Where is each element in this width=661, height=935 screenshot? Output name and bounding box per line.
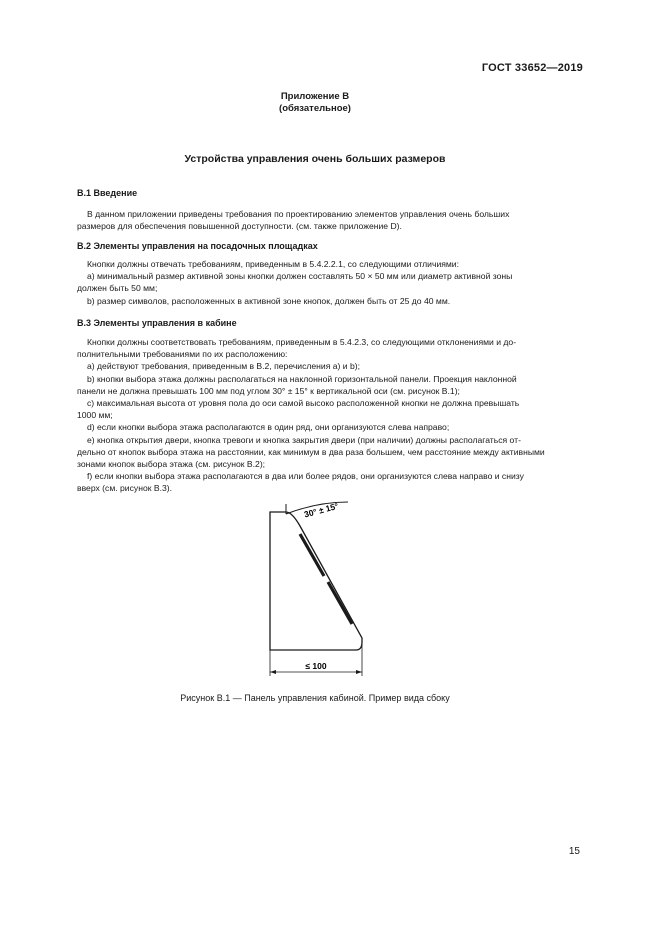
button-row-lower [328,582,352,624]
text-line: а) минимальный размер активной зоны кнопки должен составлять 50 × 50 мм или диаметр активной зоны [87,271,513,282]
text-line: зонами кнопок выбора этажа (см. рисунок В.2); [77,459,266,470]
text-line: В данном приложении приведены требования по проектированию элементов управления очень больших [87,209,510,219]
button-row-upper [300,534,324,576]
section-b3-heading: В.3 Элементы управления в кабине [77,318,237,328]
text-line: f) если кнопки выбора этажа располагаются в два или более рядов, они организуются слева направо и снизу [87,471,524,482]
text-line: e) кнопка открытия двери, кнопка тревоги и кнопка закрытия двери (при наличии) должны располагаться от- [87,434,521,445]
text-line: Кнопки должны отвечать требованиям, приведенным в 5.4.2.2.1, со следующими отличиями: [87,259,459,269]
text-line: b) кнопки выбора этажа должны располагаться на наклонной горизонтальной панели. Проекция наклонной [87,373,517,384]
text-line: должен быть 50 мм; [77,283,158,294]
text-line: c) максимальная высота от уровня пола до оси самой высоко расположенной кнопки не должна превышать [87,398,520,409]
section-b3-text [77,336,583,495]
section-b1-text [77,208,583,232]
text-line: дельно от кнопок выбора этажа на расстоянии, как минимум в два раза большем, чем расстояние между активными [77,446,545,457]
figure-caption: Рисунок В.1 — Панель управления кабиной. Пример вида сбоку [180,693,450,703]
dimension-arrow-left [270,670,276,674]
panel-outline [270,512,362,650]
angle-label: 30° ± 15° [302,500,340,520]
dimension-arrow-right [356,670,362,674]
section-b2-heading: В.2 Элементы управления на посадочных площадках [77,241,318,251]
document-code: ГОСТ 33652—2019 [481,62,583,74]
text-line: а) действуют требования, приведенным в В.2, перечисления а) и b); [87,361,361,372]
section-b1-heading: В.1 Введение [77,188,138,198]
text-line: вверх (см. рисунок В.3). [77,483,173,494]
main-title: Устройства управления очень больших размеров [184,153,446,165]
text-line: Кнопки должны соответствовать требованиям, приведенным в 5.4.2.3, со следующими отклонениями и до- [87,337,517,347]
section-b2-text [77,258,583,307]
text-line: полнительными требованиями по их расположению: [77,349,288,360]
annex-title: Приложение В [280,91,350,102]
annex-status: (обязательное) [279,103,351,114]
text-line: размеров для обеспечения повышенной доступности. (см. также приложение D). [77,221,402,232]
page-number: 15 [568,846,580,857]
text-line: 1000 мм; [77,410,113,421]
text-line: d) если кнопки выбора этажа располагаются в один ряд, они организуются слева направо; [87,422,450,433]
text-line: b) размер символов, расположенных в активной зоне кнопок, должен быть от 25 до 40 мм. [87,295,451,306]
control-panel-side-view-figure [262,500,372,680]
text-line: панели не должна превышать 100 мм под углом 30° ± 15° к вертикальной оси (см. рисунок В.1); [77,385,460,396]
width-label: ≤ 100 [305,661,327,671]
